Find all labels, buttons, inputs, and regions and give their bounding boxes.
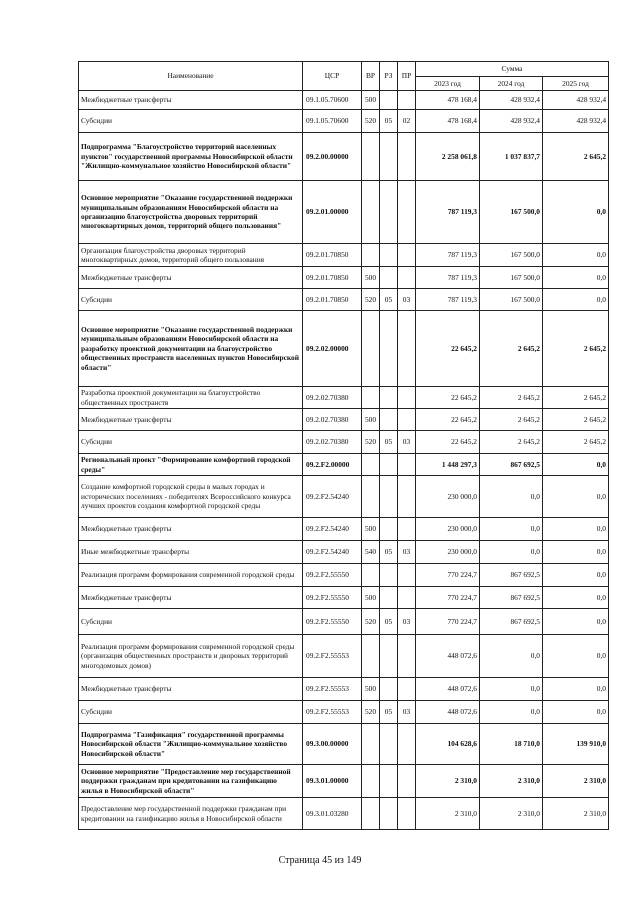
row-rz (380, 724, 398, 765)
row-vr: 500 (362, 518, 380, 541)
row-value-2025: 2 310,0 (543, 798, 609, 830)
row-rz (380, 387, 398, 409)
row-pr (398, 587, 416, 609)
row-value-2023: 770 224,7 (416, 609, 480, 635)
row-pr (398, 476, 416, 518)
row-value-2025: 2 645,2 (543, 311, 609, 387)
row-vr (362, 724, 380, 765)
row-value-2023: 448 072,6 (416, 635, 480, 678)
row-value-2025: 0,0 (543, 678, 609, 701)
row-vr (362, 476, 380, 518)
row-pr: 03 (398, 431, 416, 454)
row-name: Межбюджетные трансферты (79, 267, 303, 289)
budget-table (78, 61, 609, 830)
row-name: Основное мероприятие "Оказание государственной поддержки муниципальным образованиям Новосибирской области на организацию благоустройства дворовых территорий многоквартирных домов, территорий общего пользования" (79, 181, 303, 244)
row-name: Субсидии (79, 431, 303, 454)
row-name: Основное мероприятие "Оказание государственной поддержки муниципальным образованиям Новосибирской области на разработку проектной документации на благоустройство общественных пространств населенных пунктов Новосибирской области" (79, 311, 303, 387)
row-csr: 09.2.02.70380 (303, 431, 362, 454)
row-vr: 500 (362, 409, 380, 431)
row-vr: 500 (362, 678, 380, 701)
row-value-2025: 2 310,0 (543, 765, 609, 798)
row-vr (362, 387, 380, 409)
row-rz: 05 (380, 541, 398, 564)
row-rz (380, 476, 398, 518)
row-value-2023: 1 448 297,3 (416, 454, 480, 476)
row-vr: 520 (362, 289, 380, 311)
row-value-2025: 0,0 (543, 635, 609, 678)
row-value-2023: 770 224,7 (416, 587, 480, 609)
row-value-2024: 0,0 (480, 635, 543, 678)
row-name: Основное мероприятие "Предоставление мер государственной поддержки гражданам при кредитовании на газификацию жилья в Новосибирской области" (79, 765, 303, 798)
row-value-2024: 428 932,4 (480, 91, 543, 110)
row-name: Субсидии (79, 609, 303, 635)
row-value-2023: 22 645,2 (416, 387, 480, 409)
row-value-2025: 0,0 (543, 244, 609, 267)
row-value-2025: 0,0 (543, 609, 609, 635)
row-name: Субсидии (79, 110, 303, 133)
table-row (79, 635, 609, 678)
row-value-2024: 0,0 (480, 678, 543, 701)
row-vr (362, 454, 380, 476)
row-value-2025: 0,0 (543, 289, 609, 311)
row-csr: 09.2.F2.55553 (303, 678, 362, 701)
row-value-2024: 2 645,2 (480, 409, 543, 431)
row-rz (380, 678, 398, 701)
row-value-2025: 428 932,4 (543, 91, 609, 110)
header-csr: ЦСР (303, 62, 362, 91)
row-pr (398, 518, 416, 541)
row-pr (398, 765, 416, 798)
row-value-2025: 2 645,2 (543, 431, 609, 454)
row-value-2023: 230 000,0 (416, 476, 480, 518)
table-row (79, 518, 609, 541)
table-row (79, 431, 609, 454)
row-rz: 05 (380, 289, 398, 311)
row-value-2023: 2 258 061,8 (416, 133, 480, 181)
row-pr (398, 724, 416, 765)
row-value-2025: 2 645,2 (543, 409, 609, 431)
row-name: Подпрограмма "Благоустройство территорий населенных пунктов" государственной программы Новосибирской области "Жилищно-коммунальное хозяйство Новосибирской области" (79, 133, 303, 181)
row-value-2023: 787 119,3 (416, 181, 480, 244)
row-name: Межбюджетные трансферты (79, 587, 303, 609)
row-value-2023: 478 168,4 (416, 91, 480, 110)
table-row (79, 267, 609, 289)
row-value-2023: 230 000,0 (416, 518, 480, 541)
row-csr: 09.2.F2.54240 (303, 541, 362, 564)
row-value-2023: 104 628,6 (416, 724, 480, 765)
row-name: Подпрограмма "Газификация" государственной программы Новосибирской области "Жилищно-коммунальное хозяйство Новосибирской области" (79, 724, 303, 765)
row-rz (380, 564, 398, 587)
row-rz (380, 91, 398, 110)
row-value-2025: 0,0 (543, 587, 609, 609)
row-rz (380, 518, 398, 541)
row-value-2024: 0,0 (480, 476, 543, 518)
header-sum: Сумма (416, 62, 609, 77)
row-pr: 03 (398, 541, 416, 564)
row-value-2023: 787 119,3 (416, 289, 480, 311)
row-csr: 09.3.01.03280 (303, 798, 362, 830)
row-csr: 09.2.00.00000 (303, 133, 362, 181)
row-pr (398, 267, 416, 289)
row-pr (398, 311, 416, 387)
row-pr (398, 91, 416, 110)
row-csr: 09.2.F2.54240 (303, 476, 362, 518)
row-pr (398, 635, 416, 678)
row-value-2025: 0,0 (543, 518, 609, 541)
row-value-2024: 2 310,0 (480, 765, 543, 798)
row-vr: 500 (362, 91, 380, 110)
table-row (79, 798, 609, 830)
row-csr: 09.2.02.70380 (303, 409, 362, 431)
table-row (79, 701, 609, 724)
table-body (79, 91, 609, 830)
row-csr: 09.1.05.70600 (303, 110, 362, 133)
row-name: Предоставление мер государственной поддержки гражданам при кредитовании на газификацию жилья в Новосибирской области (79, 798, 303, 830)
row-rz (380, 635, 398, 678)
row-rz (380, 587, 398, 609)
row-name: Реализация программ формирования современной городской среды (79, 564, 303, 587)
row-pr (398, 133, 416, 181)
row-value-2024: 18 710,0 (480, 724, 543, 765)
table-header (79, 62, 609, 91)
table-row (79, 110, 609, 133)
row-name: Иные межбюджетные трансферты (79, 541, 303, 564)
table-row (79, 609, 609, 635)
row-vr (362, 798, 380, 830)
header-year-2023: 2023 год (416, 77, 480, 91)
table-row (79, 133, 609, 181)
row-rz (380, 409, 398, 431)
row-csr: 09.2.01.00000 (303, 181, 362, 244)
table-row (79, 724, 609, 765)
row-pr (398, 244, 416, 267)
row-value-2024: 2 645,2 (480, 387, 543, 409)
row-value-2025: 428 932,4 (543, 110, 609, 133)
row-rz (380, 267, 398, 289)
row-value-2024: 2 310,0 (480, 798, 543, 830)
row-vr (362, 133, 380, 181)
row-pr (398, 181, 416, 244)
row-rz: 05 (380, 609, 398, 635)
row-pr: 03 (398, 701, 416, 724)
row-csr: 09.2.01.70850 (303, 244, 362, 267)
row-name: Разработка проектной документации на благоустройство общественных пространств (79, 387, 303, 409)
table-row (79, 244, 609, 267)
row-rz (380, 244, 398, 267)
row-vr (362, 635, 380, 678)
page-footer: Страница 45 из 149 (278, 855, 362, 866)
row-value-2023: 787 119,3 (416, 244, 480, 267)
row-value-2024: 867 692,5 (480, 564, 543, 587)
row-value-2025: 0,0 (543, 564, 609, 587)
row-csr: 09.3.00.00000 (303, 724, 362, 765)
row-value-2024: 167 500,0 (480, 267, 543, 289)
row-value-2024: 867 692,5 (480, 609, 543, 635)
row-csr: 09.2.F2.55553 (303, 635, 362, 678)
row-name: Межбюджетные трансферты (79, 518, 303, 541)
table-row (79, 289, 609, 311)
row-value-2023: 787 119,3 (416, 267, 480, 289)
header-pr: ПР (398, 62, 416, 91)
row-rz (380, 454, 398, 476)
table-row (79, 409, 609, 431)
row-vr (362, 765, 380, 798)
row-value-2025: 0,0 (543, 181, 609, 244)
row-pr (398, 678, 416, 701)
row-vr: 520 (362, 431, 380, 454)
row-value-2024: 428 932,4 (480, 110, 543, 133)
row-value-2024: 0,0 (480, 701, 543, 724)
row-rz: 05 (380, 431, 398, 454)
row-name: Создание комфортной городской среды в малых городах и исторических поселениях - победителях Всероссийского конкурса лучших проектов создания комфортной городской среды (79, 476, 303, 518)
row-vr: 500 (362, 267, 380, 289)
row-csr: 09.2.F2.54240 (303, 518, 362, 541)
row-value-2024: 167 500,0 (480, 244, 543, 267)
row-vr (362, 564, 380, 587)
row-value-2025: 0,0 (543, 701, 609, 724)
row-value-2023: 22 645,2 (416, 409, 480, 431)
row-pr (398, 564, 416, 587)
row-name: Межбюджетные трансферты (79, 91, 303, 110)
row-value-2023: 22 645,2 (416, 311, 480, 387)
row-rz (380, 765, 398, 798)
row-name: Межбюджетные трансферты (79, 678, 303, 701)
row-value-2024: 167 500,0 (480, 289, 543, 311)
row-vr (362, 311, 380, 387)
row-name: Региональный проект "Формирование комфортной городской среды" (79, 454, 303, 476)
row-value-2023: 230 000,0 (416, 541, 480, 564)
row-value-2025: 2 645,2 (543, 133, 609, 181)
row-name: Организация благоустройства дворовых территорий многоквартирных домов, территорий общего пользования (79, 244, 303, 267)
row-csr: 09.1.05.70600 (303, 91, 362, 110)
table-row (79, 765, 609, 798)
table-row (79, 387, 609, 409)
row-pr (398, 798, 416, 830)
row-value-2024: 2 645,2 (480, 431, 543, 454)
row-value-2023: 2 310,0 (416, 765, 480, 798)
header-vr: ВР (362, 62, 380, 91)
row-vr: 520 (362, 609, 380, 635)
table-row (79, 181, 609, 244)
row-csr: 09.2.F2.55550 (303, 609, 362, 635)
table-row (79, 564, 609, 587)
row-value-2025: 0,0 (543, 454, 609, 476)
row-pr: 03 (398, 609, 416, 635)
row-rz: 05 (380, 110, 398, 133)
row-vr: 520 (362, 110, 380, 133)
row-rz (380, 311, 398, 387)
row-value-2023: 770 224,7 (416, 564, 480, 587)
row-name: Реализация программ формирования современной городской среды (организация общественных пространств и дворовых территорий многодомовых домов) (79, 635, 303, 678)
row-value-2025: 139 910,0 (543, 724, 609, 765)
row-rz (380, 133, 398, 181)
row-value-2024: 0,0 (480, 541, 543, 564)
row-value-2023: 478 168,4 (416, 110, 480, 133)
header-name: Наименование (79, 62, 303, 91)
row-value-2025: 0,0 (543, 476, 609, 518)
row-csr: 09.2.02.70380 (303, 387, 362, 409)
table-row (79, 91, 609, 110)
row-csr: 09.2.F2.55553 (303, 701, 362, 724)
row-rz (380, 181, 398, 244)
row-rz: 05 (380, 701, 398, 724)
header-rz: РЗ (380, 62, 398, 91)
row-vr (362, 244, 380, 267)
row-pr: 02 (398, 110, 416, 133)
table-row (79, 311, 609, 387)
row-pr: 03 (398, 289, 416, 311)
row-vr (362, 181, 380, 244)
table-row (79, 476, 609, 518)
table-row (79, 678, 609, 701)
table-row (79, 541, 609, 564)
row-vr: 500 (362, 587, 380, 609)
row-csr: 09.2.F2.55550 (303, 564, 362, 587)
row-name: Межбюджетные трансферты (79, 409, 303, 431)
row-csr: 09.2.01.70850 (303, 267, 362, 289)
row-value-2024: 2 645,2 (480, 311, 543, 387)
table-row (79, 587, 609, 609)
row-value-2025: 0,0 (543, 541, 609, 564)
header-year-2025: 2025 год (543, 77, 609, 91)
header-year-2024: 2024 год (480, 77, 543, 91)
row-value-2023: 448 072,6 (416, 678, 480, 701)
row-value-2023: 448 072,6 (416, 701, 480, 724)
row-value-2024: 1 037 837,7 (480, 133, 543, 181)
row-value-2023: 22 645,2 (416, 431, 480, 454)
table-row (79, 454, 609, 476)
row-value-2024: 867 692,5 (480, 454, 543, 476)
row-name: Субсидии (79, 701, 303, 724)
row-csr: 09.3.01.00000 (303, 765, 362, 798)
row-value-2025: 0,0 (543, 267, 609, 289)
row-pr (398, 409, 416, 431)
row-csr: 09.2.F2.55550 (303, 587, 362, 609)
row-rz (380, 798, 398, 830)
row-value-2024: 0,0 (480, 518, 543, 541)
row-value-2024: 167 500,0 (480, 181, 543, 244)
row-pr (398, 454, 416, 476)
row-pr (398, 387, 416, 409)
row-name: Субсидии (79, 289, 303, 311)
row-value-2025: 2 645,2 (543, 387, 609, 409)
row-vr: 540 (362, 541, 380, 564)
row-vr: 520 (362, 701, 380, 724)
row-csr: 09.2.01.70850 (303, 289, 362, 311)
row-csr: 09.2.02.00000 (303, 311, 362, 387)
row-value-2023: 2 310,0 (416, 798, 480, 830)
row-value-2024: 867 692,5 (480, 587, 543, 609)
row-csr: 09.2.F2.00000 (303, 454, 362, 476)
